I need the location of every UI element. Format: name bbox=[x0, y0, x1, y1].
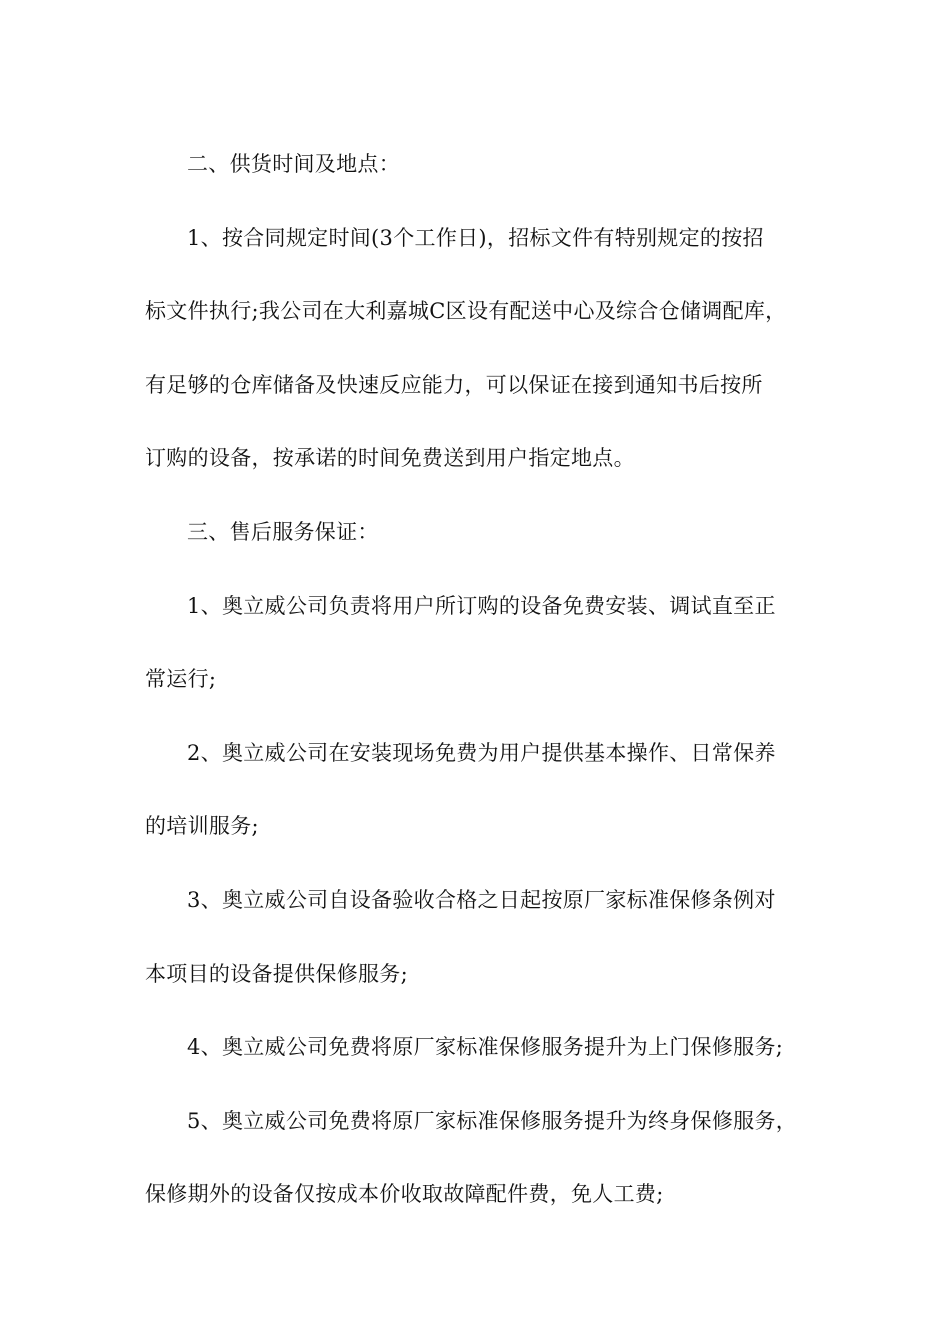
delivery-item-1-line-4: 订购的设备，按承诺的时间免费送到用户指定地点。 bbox=[145, 446, 635, 471]
service-item-3-line-1: 3、奥立威公司自设备验收合格之日起按原厂家标准保修条例对 bbox=[187, 887, 776, 912]
service-item-2-line-2: 的培训服务; bbox=[145, 814, 259, 839]
service-item-5-line-1: 5、奥立威公司免费将原厂家标准保修服务提升为终身保修服务， bbox=[187, 1108, 798, 1133]
service-item-1-line-2: 常运行; bbox=[145, 667, 217, 692]
delivery-item-1-line-3: 有足够的仓库储备及快速反应能力，可以保证在接到通知书后按所 bbox=[145, 372, 763, 397]
service-item-1-line-1: 1、奥立威公司负责将用户所订购的设备免费安装、调试直至正 bbox=[187, 593, 776, 618]
service-item-5-line-2: 保修期外的设备仅按成本价收取故障配件费，免人工费; bbox=[145, 1182, 664, 1207]
section-heading-after-sales: 三、售后服务保证： bbox=[187, 519, 379, 544]
section-heading-delivery: 二、供货时间及地点： bbox=[187, 152, 400, 176]
delivery-item-1-line-1: 1、按合同规定时间(3个工作日)，招标文件有特别规定的按招 bbox=[187, 225, 764, 250]
service-item-4: 4、奥立威公司免费将原厂家标准保修服务提升为上门保修服务; bbox=[187, 1035, 784, 1060]
service-item-2-line-1: 2、奥立威公司在安装现场免费为用户提供基本操作、日常保养 bbox=[187, 740, 776, 765]
service-item-3-line-2: 本项目的设备提供保修服务; bbox=[145, 961, 408, 986]
delivery-item-1-line-2: 标文件执行;我公司在大利嘉城C区设有配送中心及综合仓储调配库， bbox=[145, 299, 787, 324]
document-body bbox=[145, 128, 817, 1232]
